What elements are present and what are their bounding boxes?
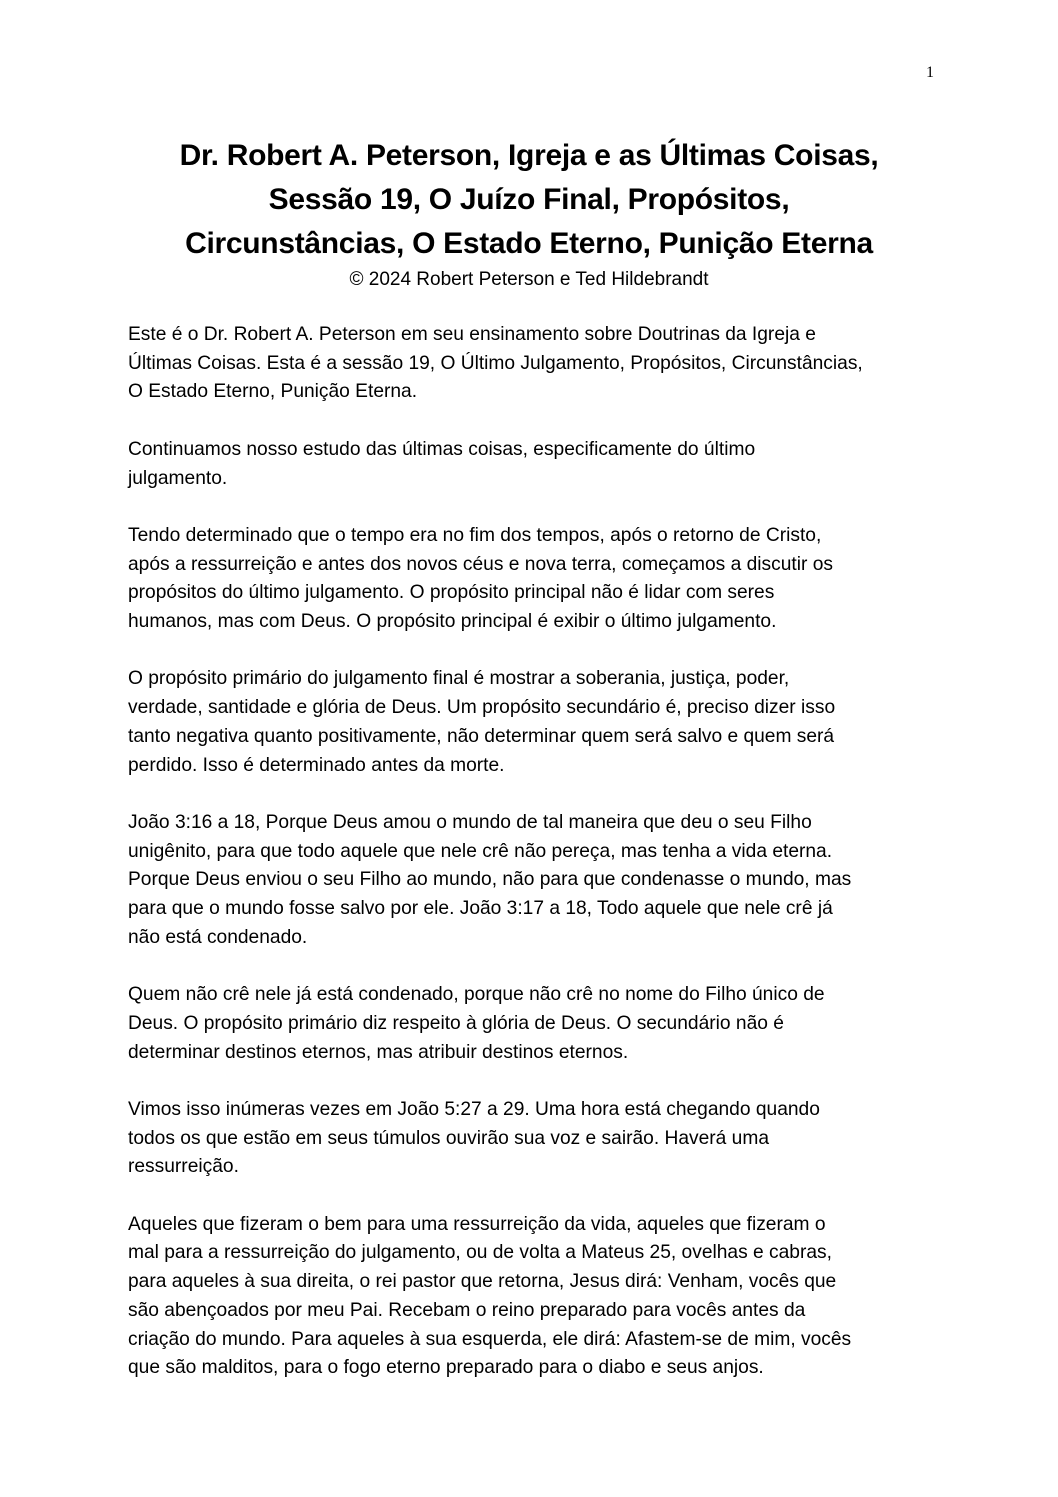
paragraph — [128, 1096, 928, 1182]
paragraph-line: João 3:16 a 18, Porque Deus amou o mundo de tal maneira que deu o seu Filho — [128, 811, 812, 833]
paragraph-line: determinar destinos eternos, mas atribuir destinos eternos. — [128, 1041, 629, 1063]
paragraph-line: são abençoados por meu Pai. Recebam o reino preparado para vocês antes da — [128, 1299, 806, 1321]
paragraph-line: verdade, santidade e glória de Deus. Um propósito secundário é, preciso dizer isso — [128, 697, 836, 719]
paragraph-line: unigênito, para que todo aquele que nele crê não pereça, mas tenha a vida eterna. — [128, 840, 833, 862]
paragraph-line: que são malditos, para o fogo eterno preparado para o diabo e seus anjos. — [128, 1357, 764, 1379]
paragraph-line: O propósito primário do julgamento final é mostrar a soberania, justiça, poder, — [128, 668, 790, 690]
paragraph — [128, 522, 928, 637]
paragraph-line: para que o mundo fosse salvo por ele. João 3:17 a 18, Todo aquele que nele crê já — [128, 898, 833, 919]
paragraph-line: Aqueles que fizeram o bem para uma ressurreição da vida, aqueles que fizeram o — [128, 1213, 826, 1235]
paragraph — [128, 436, 928, 493]
paragraph-line: Este é o Dr. Robert A. Peterson em seu ensinamento sobre Doutrinas da Igreja e — [128, 324, 816, 345]
paragraph-line: Quem não crê nele já está condenado, porque não crê no nome do Filho único de — [128, 984, 825, 1006]
document-title — [100, 134, 958, 266]
paragraph-line: perdido. Isso é determinado antes da morte. — [128, 754, 505, 776]
paragraph-line: tanto negativa quanto positivamente, não determinar quem será salvo e quem será — [128, 725, 835, 747]
paragraph — [128, 981, 928, 1067]
paragraph-line: para aqueles à sua direita, o rei pastor que retorna, Jesus dirá: Venham, vocês que — [128, 1271, 837, 1293]
paragraph — [128, 665, 928, 780]
paragraph-line: julgamento. — [128, 467, 228, 489]
paragraph-line: mal para a ressurreição do julgamento, ou de volta a Mateus 25, ovelhas e cabras, — [128, 1242, 832, 1264]
paragraph — [128, 1211, 928, 1383]
paragraph-line: Continuamos nosso estudo das últimas coisas, especificamente do último — [128, 438, 756, 460]
document-body — [128, 321, 928, 1412]
paragraph — [128, 321, 928, 407]
paragraph-line: Últimas Coisas. Esta é a sessão 19, O Último Julgamento, Propósitos, Circunstâncias, — [128, 352, 863, 374]
paragraph-line: Deus. O propósito primário diz respeito à glória de Deus. O secundário não é — [128, 1012, 784, 1034]
paragraph-line: Porque Deus enviou o seu Filho ao mundo, não para que condenasse o mundo, mas — [128, 869, 852, 891]
paragraph-line: ressurreição. — [128, 1156, 239, 1178]
title-line: Circunstâncias, O Estado Eterno, Punição Eterna — [185, 227, 873, 260]
paragraph-line: não está condenado. — [128, 926, 308, 948]
paragraph-line: Tendo determinado que o tempo era no fim dos tempos, após o retorno de Cristo, — [128, 524, 822, 546]
paragraph-line: O Estado Eterno, Punição Eterna. — [128, 381, 418, 403]
title-line: Dr. Robert A. Peterson, Igreja e as Últimas Coisas, — [179, 139, 879, 172]
page-number: 1 — [926, 64, 934, 81]
paragraph-line: todos os que estão em seus túmulos ouvirão sua voz e sairão. Haverá uma — [128, 1127, 769, 1149]
paragraph-line: após a ressurreição e antes dos novos céus e nova terra, começamos a discutir os — [128, 553, 833, 575]
copyright-notice: © 2024 Robert Peterson e Ted Hildebrandt — [349, 269, 709, 290]
paragraph-line: propósitos do último julgamento. O propósito principal não é lidar com seres — [128, 582, 775, 604]
paragraph-line: criação do mundo. Para aqueles à sua esquerda, ele dirá: Afastem-se de mim, vocês — [128, 1328, 852, 1350]
title-line: Sessão 19, O Juízo Final, Propósitos, — [268, 183, 790, 216]
paragraph-line: humanos, mas com Deus. O propósito principal é exibir o último julgamento. — [128, 611, 777, 632]
paragraph — [128, 809, 928, 953]
paragraph-line: Vimos isso inúmeras vezes em João 5:27 a 29. Uma hora está chegando quando — [128, 1098, 820, 1120]
